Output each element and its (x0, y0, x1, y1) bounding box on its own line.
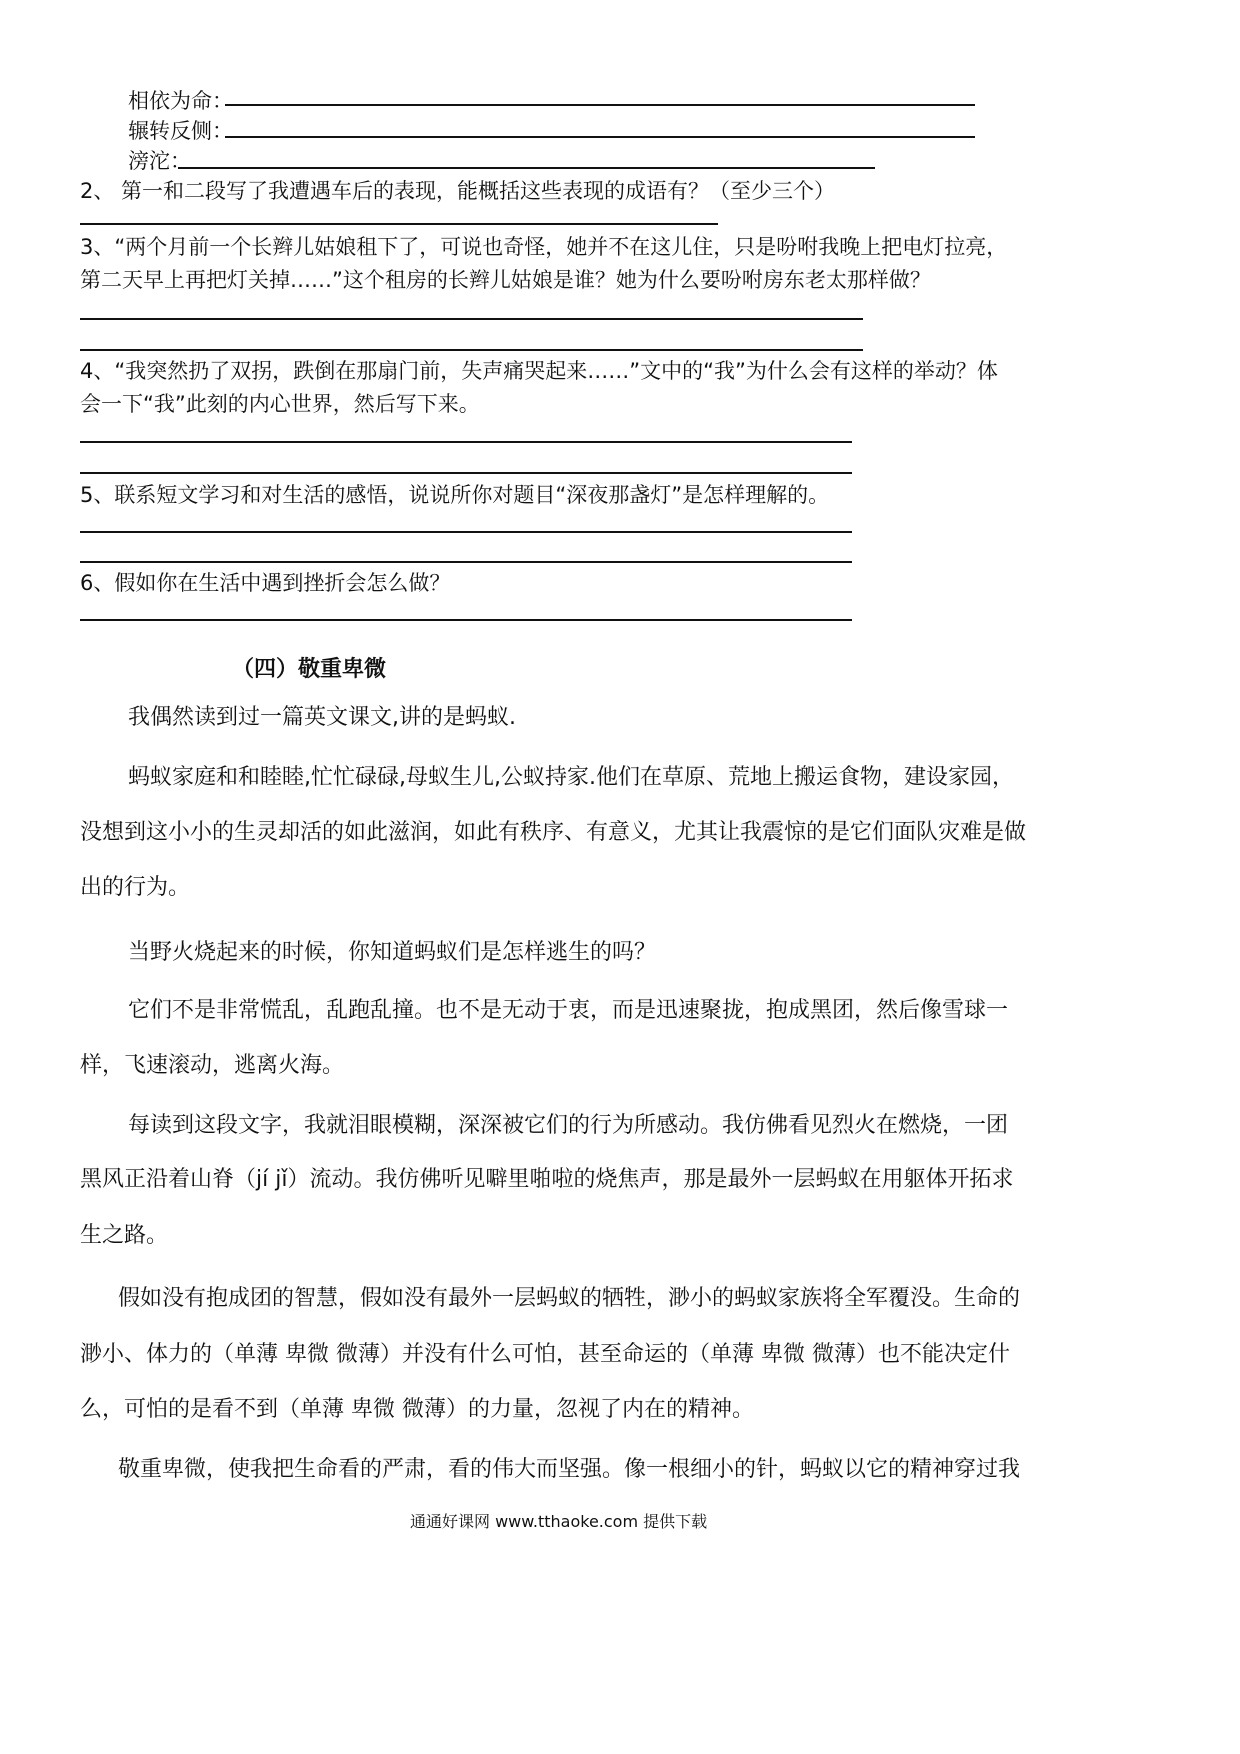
question-4-line-2: 会一下“我”此刻的内心世界，然后写下来。 (80, 392, 480, 416)
article-line: 它们不是非常慌乱，乱跑乱撞。也不是无动于衷，而是迅速聚拢，抱成黑团，然后像雪球一 (128, 998, 1009, 1023)
article-line: 每读到这段文字，我就泪眼模糊，深深被它们的行为所感动。我仿佛看见烈火在燃烧，一团 (128, 1113, 1009, 1138)
article-line: 当野火烧起来的时候，你知道蚂蚁们是怎样逃生的吗？ (128, 940, 657, 965)
question-3-line-2: 第二天早上再把灯关掉……”这个租房的长辫儿姑娘是谁？她为什么要吩咐房东老太那样做？ (80, 268, 931, 292)
article-line: 样，飞速滚动，逃离火海。 (80, 1053, 345, 1078)
article-line: 没想到这小小的生灵却活的如此滋润，如此有秩序、有意义，尤其让我震惊的是它们面队灾难是做 (80, 820, 1027, 845)
answer-line (80, 223, 718, 225)
page-footer: 通通好课网 www.tthaoke.com 提供下载 (410, 1512, 708, 1531)
answer-line (80, 531, 852, 533)
article-line: 么，可怕的是看不到（单薄 卑微 微薄）的力量，忽视了内在的精神。 (80, 1397, 754, 1422)
answer-line (80, 561, 852, 563)
article-line: 生之路。 (80, 1223, 169, 1248)
answer-line (80, 472, 852, 474)
vocab-label-3: 滂沱： (128, 149, 191, 173)
answer-line (80, 318, 863, 320)
question-3-line-1: 3、“两个月前一个长辫儿姑娘租下了，可说也奇怪，她并不在这儿住，只是吩咐我晚上把电灯拉亮， (80, 235, 1008, 259)
article-line: 黑风正沿着山脊（jí jǐ）流动。我仿佛听见噼里啪啦的烧焦声，那是最外一层蚂蚁在用躯体开拓求 (80, 1167, 1014, 1192)
answer-line (225, 104, 975, 106)
answer-line (178, 167, 875, 169)
question-4-line-1: 4、“我突然扔了双拐，跌倒在那扇门前，失声痛哭起来……”文中的“我”为什么会有这样的举动？体 (80, 359, 998, 383)
question-5: 5、联系短文学习和对生活的感悟，说说所你对题目“深夜那盏灯”是怎样理解的。 (80, 483, 830, 507)
article-line: 出的行为。 (80, 875, 191, 900)
question-6: 6、假如你在生活中遇到挫折会怎么做？ (80, 571, 451, 595)
article-line: 渺小、体力的（单薄 卑微 微薄）并没有什么可怕，甚至命运的（单薄 卑微 微薄）也不能决定什 (80, 1342, 1010, 1367)
answer-line (80, 441, 852, 443)
article-line: 我偶然读到过一篇英文课文,讲的是蚂蚁. (128, 705, 516, 730)
article-line: 蚂蚁家庭和和睦睦,忙忙碌碌,母蚁生儿,公蚁持家.他们在草原、荒地上搬运食物，建设家园， (128, 765, 1014, 790)
vocab-label-2: 辗转反侧： (128, 119, 233, 143)
article-line: 敬重卑微，使我把生命看的严肃，看的伟大而坚强。像一根细小的针，蚂蚁以它的精神穿过我 (118, 1457, 1021, 1482)
article-line: 假如没有抱成团的智慧，假如没有最外一层蚂蚁的牺牲，渺小的蚂蚁家族将全军覆没。生命的 (118, 1286, 1021, 1311)
answer-line (80, 619, 852, 621)
question-2: 2、 第一和二段写了我遭遇车后的表现，能概括这些表现的成语有？（至少三个） (80, 179, 836, 203)
answer-line (225, 136, 975, 138)
answer-line (80, 349, 863, 351)
article-title: （四）敬重卑微 (232, 657, 387, 682)
vocab-label-1: 相依为命： (128, 89, 233, 113)
